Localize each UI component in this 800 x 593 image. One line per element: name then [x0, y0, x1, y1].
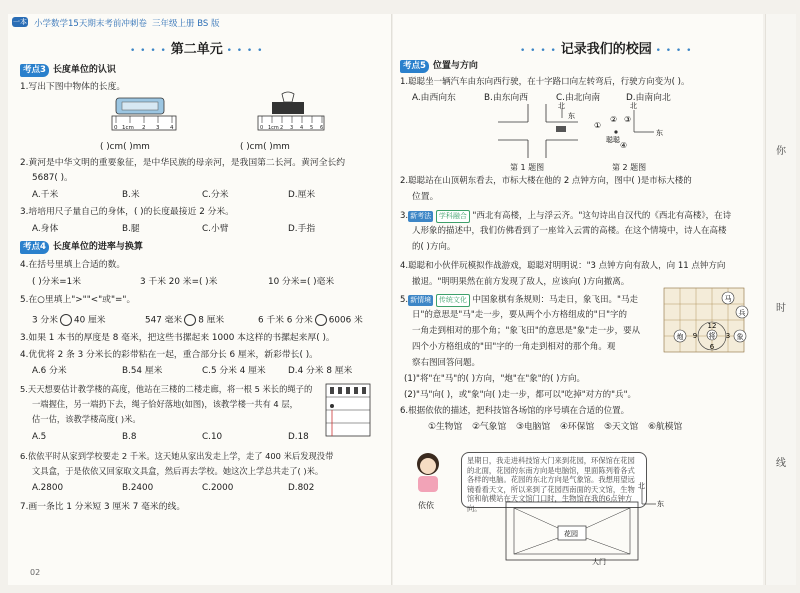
speech-bubble: 星期日，我走进科技馆大门来到花园，环保馆在花园的北面，花园的东南方向是电脑馆，里面陈列着各式各样的电脑。花园的东北方向是气象馆。我想用望远镜看看天文，所以来到了花园西南面的天文馆，生物馆和航模站在天文馆门口时，生物馆在我的6点钟方向。 [461, 452, 647, 508]
grade-label: 三年级上册 BS 版 [152, 19, 220, 29]
question-9-line: 文具盒，于是依依又回家取文具盒，然后再去学校。她这次上学总共走了( )米。 [32, 466, 324, 476]
ruler-figure-2 [258, 92, 328, 136]
question-r5-line: 四个小方格组成的"田"字的一角走到相对的那个角。观 [412, 342, 616, 352]
tag-subject: 学科融合 [436, 210, 470, 223]
choice[interactable]: B.由东向西 [484, 93, 529, 103]
east-label: 东 [568, 112, 575, 120]
position-marker: ④ [620, 141, 628, 150]
choice[interactable]: D.18 [288, 432, 309, 442]
girl-name: 依依 [418, 501, 434, 510]
question-r5-sub1[interactable]: (1)"将"在"马"的( )方向，"炮"在"象"的( )方向。 [404, 374, 585, 384]
tag-culture: 传统文化 [436, 294, 470, 307]
question-r2: 2.聪聪站在山顶朝东看去，市标大楼在他的 2 点钟方向，图中( )是市标大楼的 [400, 176, 692, 186]
topic-4 [20, 241, 143, 254]
question-8: 5.天天想要估计教学楼的高度，他站在三楼的二楼走廊，将一根 5 米长的绳子的 [20, 384, 313, 394]
choice[interactable]: D.4 分米 8 厘米 [288, 366, 353, 376]
choice[interactable]: A.千米 [32, 190, 59, 200]
north-label: 北 [638, 482, 645, 490]
topic-label: 考点3 [20, 64, 49, 77]
building-figure [324, 380, 372, 440]
question-8-line: 估一估，该教学楼高度( )米。 [32, 414, 141, 424]
question-r4: 4.聪聪和小伙伴玩模拟作战游戏，聪聪对明明说："3 点钟方向有敌人，向 11 点钟方向 [400, 261, 726, 271]
choice[interactable]: A.5 [32, 432, 47, 442]
choice[interactable]: D.手指 [288, 224, 316, 234]
choice[interactable]: D.由南向北 [626, 93, 671, 103]
choice[interactable]: B.54 厘米 [122, 366, 163, 376]
ruler-tick: 0 [114, 125, 118, 131]
choice[interactable]: B.米 [122, 190, 140, 200]
fill-blank[interactable]: ( )分米=1米 [32, 277, 82, 287]
compare-circle [184, 314, 196, 326]
question-4: 4.在括号里填上合适的数。 [20, 260, 126, 270]
choice[interactable]: B.腿 [122, 224, 140, 234]
question-6: 3.如果 1 本书的厚度是 8 毫米，把这些书摞起来 1000 本这样的书摞起来厚( )。 [20, 333, 335, 343]
venue-option: ②气象馆 [472, 422, 507, 432]
question-5: 5.在○里填上">""<"或"="。 [20, 295, 136, 305]
topic-text: 位置与方向 [432, 61, 478, 71]
question-2: 2.黄河是中华文明的重要象征，是中华民族的母亲河，是我国第二长河。黄河全长约 [20, 158, 346, 168]
fill-blank[interactable]: 10 分米=( )毫米 [268, 277, 335, 287]
ruler-tick: 2 [280, 125, 284, 131]
topic-3 [20, 64, 116, 77]
person-icon [330, 404, 334, 408]
clock-label: 6 [709, 343, 715, 351]
ruler-tick: 4 [300, 125, 304, 131]
clock-label: 9 [692, 332, 698, 340]
chess-piece-jiang: 将 [708, 332, 716, 340]
compare-item[interactable]: 6 千米 6 分米 6006 米 [258, 315, 363, 326]
chess-piece-pao: 炮 [676, 333, 684, 341]
choice[interactable]: D.厘米 [288, 190, 316, 200]
series-title: 小学数学15天期末考前冲刺卷 [34, 19, 147, 29]
east-label: 东 [656, 129, 663, 137]
choice[interactable]: C.10 [202, 432, 223, 442]
margin-char: 线 [776, 458, 786, 469]
choice[interactable]: C.5 分米 4 厘米 [202, 366, 266, 376]
topic-label: 考点4 [20, 241, 49, 254]
question-r5-line: 察右图回答问题。 [412, 358, 481, 368]
choice[interactable]: B.8 [122, 432, 137, 442]
topic-5 [400, 60, 478, 73]
question-1: 1.写出下图中物体的长度。 [20, 82, 126, 92]
clip-object [282, 92, 294, 102]
question-r3-line: 人形象的描述中，我们仿佛看到了一座耸入云霄的高楼。在这个情境中，诗人在高楼 [412, 226, 727, 236]
answer-blank-1b[interactable]: ( )cm( )mm [240, 142, 290, 152]
question-r3-line: 的( )方向。 [412, 242, 456, 252]
chess-board-figure [664, 288, 756, 354]
choice[interactable]: C.2000 [202, 483, 234, 493]
east-label: 东 [657, 500, 664, 508]
question-r1: 1.聪聪坐一辆汽车由东向西行驶，在十字路口向左转弯后，行驶方向变为( )。 [400, 77, 690, 87]
clock-label: 12 [707, 322, 717, 330]
question-3: 3.培培用尺子量自己的身体，( )的长度最接近 2 分米。 [20, 207, 234, 217]
tag-new-method: 新考法 [410, 212, 432, 220]
series-logo: 一本 [13, 18, 27, 26]
position-figure [594, 102, 666, 162]
fill-blank[interactable]: 3 千米 20 米=( )米 [140, 277, 218, 287]
position-marker: ③ [624, 115, 632, 124]
topic-text: 长度单位的认识 [52, 65, 116, 75]
choice[interactable]: C.小臂 [202, 224, 229, 234]
choice[interactable]: C.由北向南 [556, 93, 601, 103]
chess-piece-ma: 马 [724, 295, 732, 303]
figure-caption: 第 1 题图 [510, 163, 545, 172]
choice[interactable]: A.身体 [32, 224, 59, 234]
person-icon [614, 130, 617, 133]
question-10: 7.画一条比 1 分米短 3 厘米 7 毫米的线。 [20, 502, 186, 512]
question-r6: 6.根据依依的描述，把科技馆各场馆的序号填在合适的位置。 [400, 406, 630, 416]
compare-item[interactable]: 3 分米 40 厘米 [32, 315, 106, 326]
girl-avatar [408, 450, 452, 498]
person-label: 聪聪 [606, 136, 620, 144]
position-marker: ② [610, 115, 618, 124]
page-number: 02 [30, 568, 41, 577]
ruler-tick: 1cm [268, 125, 279, 131]
margin-strip [765, 14, 796, 585]
margin-char: 你 [776, 146, 786, 157]
chess-piece-xiang: 象 [736, 333, 744, 341]
museum-map [502, 482, 668, 566]
venue-option: ③电脑馆 [516, 422, 551, 432]
margin-char: 时 [776, 303, 786, 314]
choice[interactable]: D.802 [288, 483, 315, 493]
venue-option: ⑤天文馆 [604, 422, 639, 432]
question-r5-sub2[interactable]: (2)"马"向( )，或"象"向( )走一步，都可以"吃掉"对方的"兵"。 [404, 390, 636, 400]
question-r3: 3. 新考法 学科融合 "西北有高楼，上与浮云齐。"这句诗出自汉代的《西北有高楼》，在诗 [400, 211, 732, 221]
venue-option: ①生物馆 [428, 422, 463, 432]
compare-circle [60, 314, 72, 326]
north-label: 北 [630, 102, 637, 110]
venue-option: ④环保馆 [560, 422, 595, 432]
choice[interactable]: B.2400 [122, 483, 154, 493]
ruler-tick: 0 [260, 125, 264, 131]
question-r5-line: 一角走到相对的那个角；"象飞田"的意思是"象"走一步，要从 [412, 326, 641, 336]
venue-option: ⑥航模馆 [648, 422, 683, 432]
question-r5-line: 日"的意思是"马"走一步，要从两个小方格组成的"日"字的 [412, 310, 628, 320]
unit-title: • • • • 第二单元 • • • • [130, 42, 264, 57]
question-2-cont: 5687( )。 [32, 173, 73, 183]
ruler-tick: 5 [310, 125, 314, 131]
gate-label: 大门 [592, 558, 606, 566]
compare-circle [315, 314, 327, 326]
choice[interactable]: A.由西向东 [412, 93, 456, 103]
page-header [8, 14, 392, 30]
ruler-figure-1 [112, 96, 182, 136]
intersection-figure [498, 104, 588, 162]
question-r5: 5. 新情境 传统文化 中国象棋有条规则：马走日，象飞田。"马走 [400, 295, 638, 305]
figure-caption: 第 2 题图 [612, 163, 647, 172]
choice[interactable]: C.分米 [202, 190, 229, 200]
topic-label: 考点5 [400, 60, 429, 73]
question-9: 6.依依平时从家到学校要走 2 千米。这天她从家出发走上学，走了 400 米后发现没带 [20, 451, 334, 461]
ruler-tick: 6 [320, 125, 324, 131]
chess-piece-bing: 兵 [738, 309, 746, 317]
ruler-tick: 3 [156, 125, 160, 131]
ruler-tick: 3 [290, 125, 294, 131]
question-r4-line: 撤退。"明明果然在前方发现了敌人，应该向( )方向撤离。 [412, 277, 630, 287]
question-8-line: 一端握住，另一端扔下去，绳子恰好落地(如图)，该教学楼一共有 4 层， [32, 399, 298, 409]
north-label: 北 [558, 102, 565, 110]
tag-new-context: 新情境 [410, 296, 432, 304]
position-marker: ① [594, 121, 602, 130]
topic-text: 长度单位的进率与换算 [52, 242, 143, 252]
clock-label: 3 [725, 332, 731, 340]
ruler-tick: 4 [170, 125, 174, 131]
compare-item[interactable]: 547 毫米 8 厘米 [145, 315, 225, 326]
car-icon [556, 126, 566, 132]
ruler-tick: 2 [142, 125, 146, 131]
ruler-tick: 1cm [122, 125, 134, 131]
question-7: 4.优优将 2 条 3 分米长的彩带粘在一起，重合部分长 6 厘米，新彩带长( )。 [20, 350, 318, 360]
answer-blank-1a[interactable]: ( )cm( )mm [100, 142, 150, 152]
garden-label: 花园 [564, 530, 578, 538]
choice[interactable]: A.2800 [32, 483, 64, 493]
section-title: • • • • 记录我们的校园 • • • • [520, 42, 693, 57]
question-r2-cont: 位置。 [412, 192, 439, 202]
choice[interactable]: A.6 分米 [32, 366, 67, 376]
